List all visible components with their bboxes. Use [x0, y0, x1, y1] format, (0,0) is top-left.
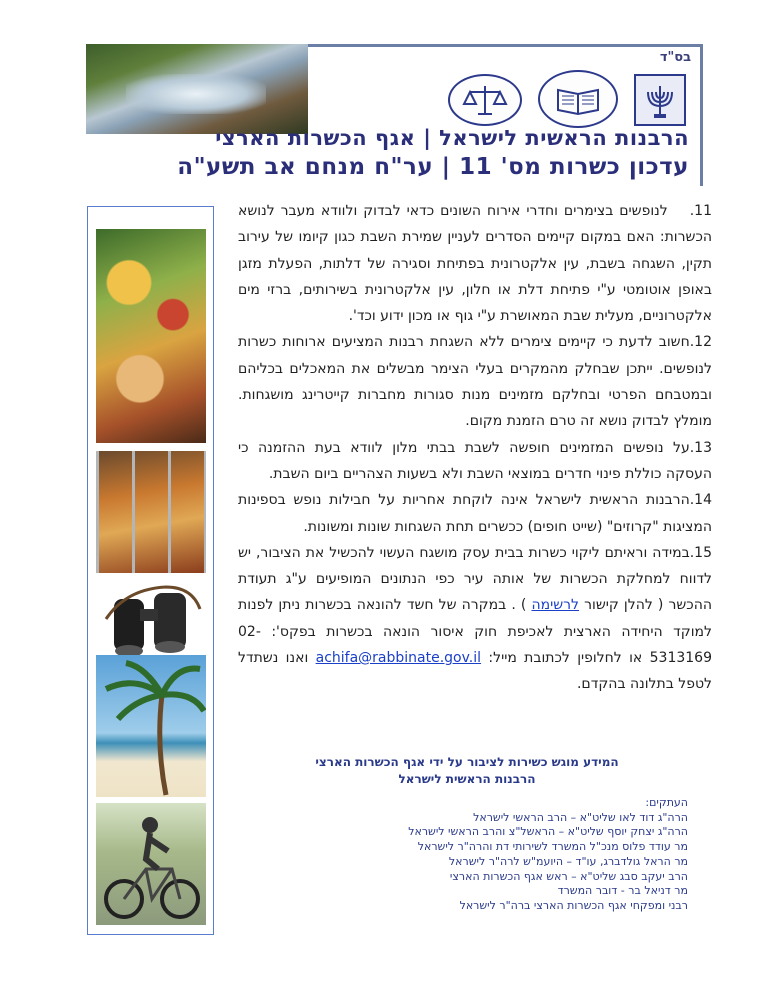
fruits-vegetables-photo: [96, 229, 206, 443]
cc-item: מר דניאל בר - דובר המשרד: [557, 884, 688, 898]
list-item-11: 11.לנופשים בצימרים וחדרי אירוח השונים כדאי לבדוק ולוודא מעבר לנושא הכשרות: האם במקום קיימים הסדרים לעניין שמירת השבת כגון קיומו של עירוב תקין, השגחה בשבת, עין אלקטרונית בפתיחת וסגירה של דלתות, הפעלת מזגן באופן אוטומטי ע"י פתיחת דלת או חלון, עין אלקטרונית בשירותים, ברזי מים אלקטרוניים, מעלית שבת המאושרת ע"י גוף או מכון ידוע וכד'.: [238, 203, 712, 325]
palm-beach-photo: [96, 655, 206, 797]
kashrut-scales-emblem-icon: [448, 74, 522, 126]
cyclist-photo: [96, 803, 206, 925]
rabbinate-book-emblem-icon: [538, 70, 618, 128]
header-side-rule: [700, 44, 703, 186]
footer-subheading: הרבנות הראשית לישראל: [398, 772, 536, 786]
photo-strip: [87, 206, 214, 935]
cc-item: הרב יעקב סבג שליט"א – ראש אגף הכשרות הארצי: [449, 869, 688, 883]
list-item-12: 12.חשוב לדעת כי קיימים צימרים ללא השגחת רבנות המציעים ארוחות כשרות לנופשים. ייתכן שבחלק מהמקרים בעלי הצימר מבשלים את המאכלים בכליהם ובמטבחם הפרטי ובחלקם מזמינים מנות סגורות מחברות קייטרינג מושגחות. מומלץ לבדוק נושא זה טרם הזמנת מקום.: [238, 334, 712, 430]
header-title-line2: עדכון כשרות מס' 11 | ער"ח מנחם אב תשע"ה: [177, 154, 689, 180]
list-item-14: 14.הרבנות הראשית לישראל אינה לוקחת אחריות על חבילות נופש בספינות המציגות "קרוזים" (שייט חופים) ככשרים תחת השגחות שונות ומשונות.: [238, 492, 712, 535]
cc-title: העתקים:: [645, 796, 688, 809]
header-rule: [308, 44, 703, 47]
main-content: [238, 198, 712, 698]
footer-heading: המידע מוגש כשירות לציבור על ידי אגף הכשרות הארצי: [315, 755, 619, 769]
cc-item: רבני ומפקחי אגף הכשרות הארצי ברה"ר לישראל: [459, 898, 688, 912]
list-item-13: 13.על נופשים המזמינים חופשה לשבת בבתי מלון לוודא בעת ההזמנה כי העסקה כוללת פינוי חדרים במוצאי השבת ולא בשעות הצהריים ביום השבת.: [238, 439, 712, 482]
buffet-photo: [96, 451, 206, 573]
list-link[interactable]: לרשימה: [531, 597, 580, 614]
binoculars-photo: [96, 579, 206, 667]
list-item-15: 15.במידה וראיתם ליקוי כשרות בבית עסק מושגח העשוי להכשיל את הציבור, יש לדווח למחלקת הכשרות של אותה עיר כפי הנתונים המופיעים ע"ג תעודת ההכשר ( להלן קישור לרשימה ) . במקרה של חשד להונאה בכשרות ניתן לפנות למוקד היחידה הארצית לאכיפת חוק איסור הונאה בכשרות בפקס': 02-5313169 או לחלופין לכתובת מייל: achifa@rabbinate.gov.il ואנו נשתדל לטפל בתלונה בהקדם.: [238, 544, 712, 693]
menorah-emblem-icon: [634, 74, 686, 126]
email-link[interactable]: achifa@rabbinate.gov.il: [315, 650, 482, 667]
cc-item: הרה"ג דוד לאו שליט"א – הרב הראשי לישראל: [473, 810, 688, 824]
cc-list: [408, 796, 688, 914]
header-title-line1: הרבנות הראשית לישראל | אגף הכשרות הארצי: [215, 126, 689, 150]
cc-item: מר הראל גולדברג, עו"ד – היועמ"ש לרה"ר לישראל: [448, 854, 688, 868]
cc-item: הרה"ג יצחק יוסף שליט"א – הראשל"צ והרב הראשי לישראל: [408, 825, 688, 839]
cc-item: מר עודד פלוס מנכ"ל המשרד לשירותי דת והרה"ר לישראל: [417, 840, 688, 854]
header-banner: [86, 44, 703, 186]
waterfall-photo: [86, 44, 308, 134]
bsd-mark: בס"ד: [659, 50, 691, 65]
